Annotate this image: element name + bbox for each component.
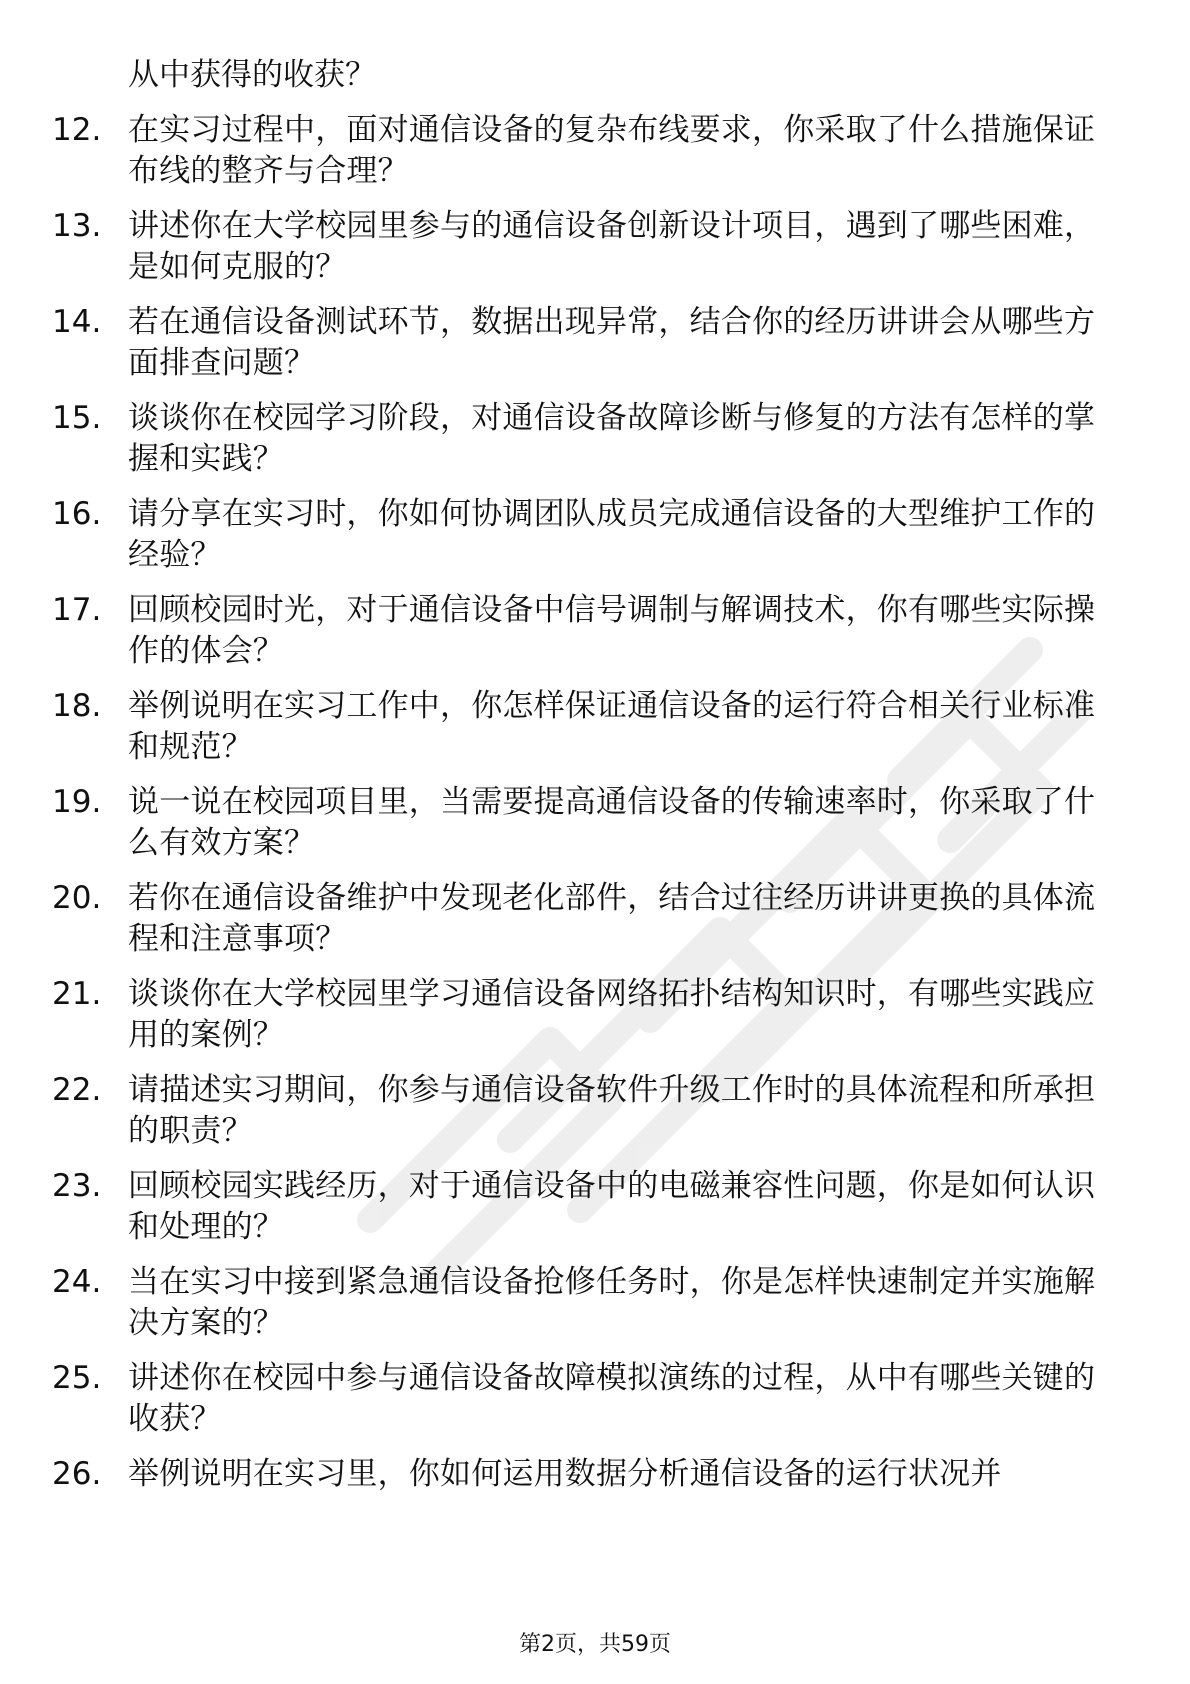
question-list [52,110,1122,1509]
page-footer: 第2页，共59页 [519,1632,671,1657]
question-item [52,1454,1122,1495]
question-text: 当在实习中接到紧急通信设备抢修任务时，你是怎样快速制定并实施解决方案的？ [128,1264,1096,1341]
question-text: 请分享在实习时，你如何协调团队成员完成通信设备的大型维护工作的经验？ [128,496,1096,573]
question-item [52,1166,1122,1248]
question-text: 若你在通信设备维护中发现老化部件，结合过往经历讲讲更换的具体流程和注意事项？ [128,880,1096,957]
question-text: 讲述你在大学校园里参与的通信设备创新设计项目，遇到了哪些困难，是如何克服的？ [128,208,1096,285]
question-item [52,398,1122,480]
question-item [52,686,1122,768]
continuation-text: 从中获得的收获？ [128,57,376,93]
question-number: 14. [52,304,102,340]
question-item [52,1358,1122,1440]
question-number: 16. [52,496,102,532]
question-number: 12. [52,112,102,148]
question-number: 17. [52,592,102,628]
question-text: 讲述你在校园中参与通信设备故障模拟演练的过程，从中有哪些关键的收获？ [128,1360,1096,1437]
question-number: 21. [52,976,102,1012]
question-text: 举例说明在实习工作中，你怎样保证通信设备的运行符合相关行业标准和规范？ [128,688,1096,765]
question-number: 25. [52,1360,102,1396]
question-text: 请描述实习期间，你参与通信设备软件升级工作时的具体流程和所承担的职责？ [128,1072,1096,1149]
question-item [52,590,1122,672]
question-number: 24. [52,1264,102,1300]
question-item [52,974,1122,1056]
question-text: 说一说在校园项目里，当需要提高通信设备的传输速率时，你采取了什么有效方案？ [128,784,1096,861]
question-text: 在实习过程中，面对通信设备的复杂布线要求，你采取了什么措施保证布线的整齐与合理？ [128,112,1096,189]
question-item [52,206,1122,288]
question-number: 15. [52,400,102,436]
question-text: 谈谈你在校园学习阶段，对通信设备故障诊断与修复的方法有怎样的掌握和实践？ [128,400,1096,477]
question-item [52,782,1122,864]
question-number: 19. [52,784,102,820]
question-item [52,1070,1122,1152]
question-number: 20. [52,880,102,916]
question-item [52,302,1122,384]
question-number: 22. [52,1072,102,1108]
question-text: 回顾校园时光，对于通信设备中信号调制与解调技术，你有哪些实际操作的体会？ [128,592,1096,669]
question-number: 26. [52,1456,102,1492]
question-text: 回顾校园实践经历，对于通信设备中的电磁兼容性问题，你是如何认识和处理的？ [128,1168,1096,1245]
question-number: 23. [52,1168,102,1204]
question-number: 18. [52,688,102,724]
question-item [52,494,1122,576]
question-text: 若在通信设备测试环节，数据出现异常，结合你的经历讲讲会从哪些方面排查问题？ [128,304,1096,381]
question-number: 13. [52,208,102,244]
question-item [52,110,1122,192]
question-text: 谈谈你在大学校园里学习通信设备网络拓扑结构知识时，有哪些实践应用的案例？ [128,976,1096,1053]
question-text: 举例说明在实习里，你如何运用数据分析通信设备的运行状况并 [128,1456,1002,1492]
question-item [52,878,1122,960]
question-item [52,1262,1122,1344]
